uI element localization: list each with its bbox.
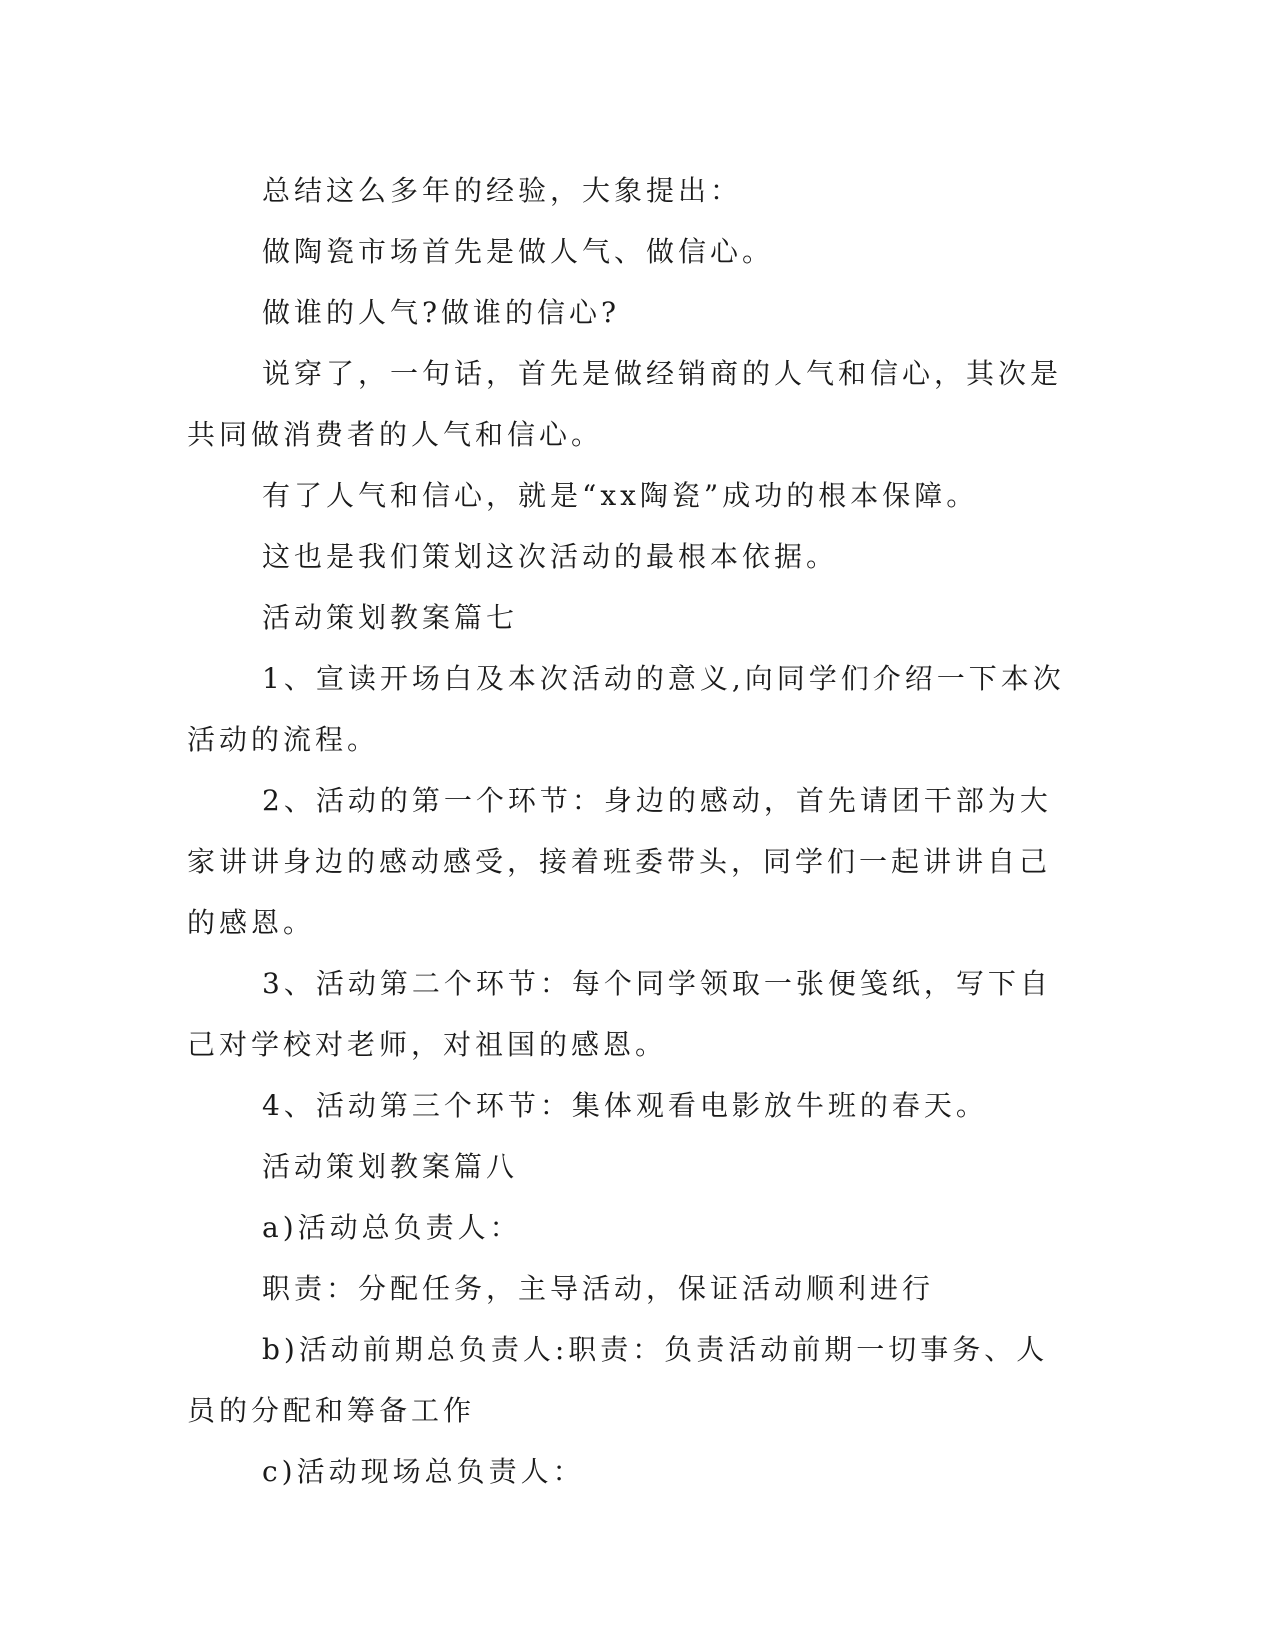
paragraph: 4、活动第三个环节：集体观看电影放牛班的春天。 xyxy=(262,1089,988,1122)
document-body xyxy=(187,160,1077,1502)
paragraph: 2、活动的第一个环节：身边的感动，首先请团干部为大家讲讲身边的感动感受，接着班委带头，同学们一起讲讲自己的感恩。 xyxy=(187,784,1052,939)
paragraph: 总结这么多年的经验，大象提出： xyxy=(262,174,743,207)
paragraph: 有了人气和信心，就是“xx陶瓷”成功的根本保障。 xyxy=(262,479,979,512)
section-heading: 活动策划教案篇七 xyxy=(262,601,519,634)
paragraph: c)活动现场总负责人： xyxy=(262,1455,585,1488)
paragraph: b)活动前期总负责人:职责：负责活动前期一切事务、人员的分配和筹备工作 xyxy=(187,1333,1049,1427)
paragraph: 3、活动第二个环节：每个同学领取一张便笺纸，写下自己对学校对老师，对祖国的感恩。 xyxy=(187,967,1052,1061)
paragraph: 这也是我们策划这次活动的最根本依据。 xyxy=(262,540,839,573)
paragraph: 职责：分配任务，主导活动，保证活动顺利进行 xyxy=(262,1272,935,1305)
paragraph: 说穿了，一句话，首先是做经销商的人气和信心，其次是共同做消费者的人气和信心。 xyxy=(187,357,1063,451)
paragraph: 做谁的人气?做谁的信心? xyxy=(262,296,621,329)
paragraph: a)活动总负责人： xyxy=(262,1211,522,1244)
paragraph: 做陶瓷市场首先是做人气、做信心。 xyxy=(262,235,775,268)
section-heading: 活动策划教案篇八 xyxy=(262,1150,519,1183)
paragraph: 1、宣读开场白及本次活动的意义,向同学们介绍一下本次活动的流程。 xyxy=(187,662,1065,756)
